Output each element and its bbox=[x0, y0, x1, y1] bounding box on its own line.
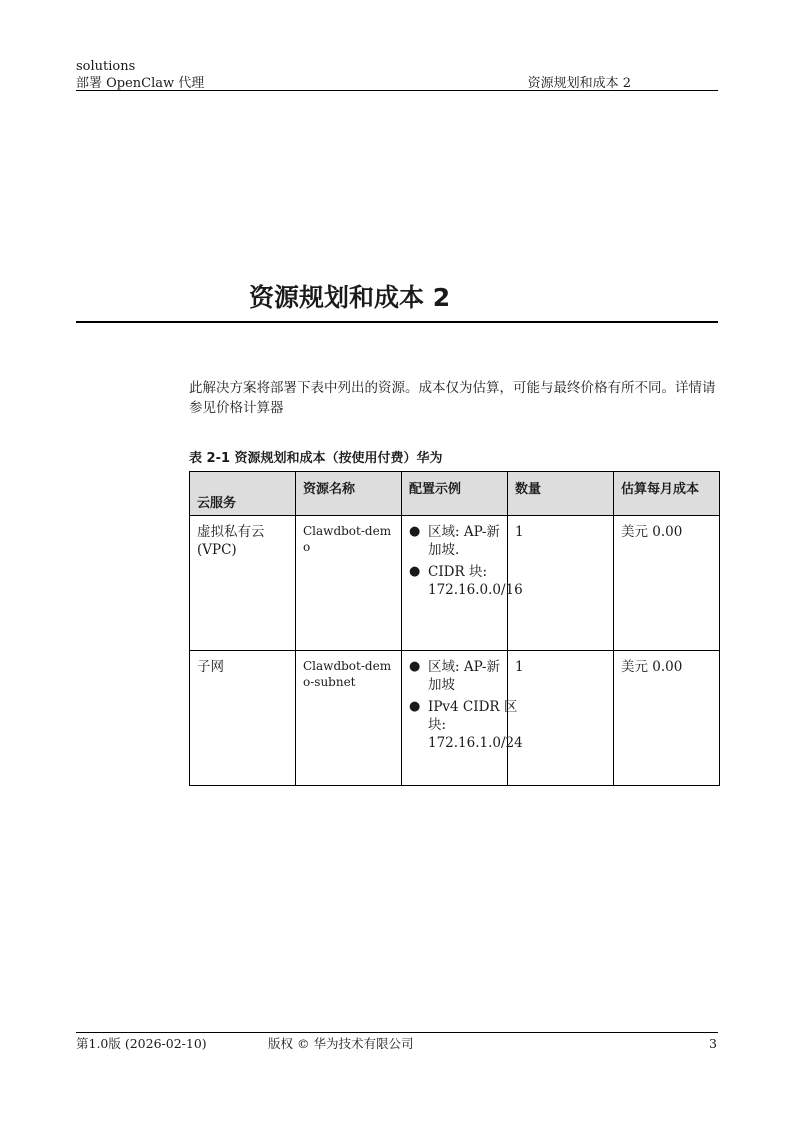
cell-monthly-cost: 美元 0.00 bbox=[614, 516, 720, 651]
col-header-name: 资源名称 bbox=[296, 472, 402, 516]
header-line-1: solutions bbox=[76, 59, 136, 74]
config-item-text: 区域: AP-新加坡 bbox=[428, 659, 500, 693]
chapter-title: 资源规划和成本 2 bbox=[249, 283, 451, 312]
cell-config bbox=[402, 651, 523, 786]
bullet-icon: ● bbox=[409, 659, 421, 674]
cell-service: 虚拟私有云(VPC) bbox=[190, 516, 296, 651]
col-header-service: 云服务 bbox=[190, 472, 296, 516]
footer-divider bbox=[76, 1032, 718, 1033]
bullet-icon: ● bbox=[409, 699, 421, 714]
header-divider bbox=[76, 90, 718, 91]
cell-resource-name: Clawdbot-demo bbox=[296, 516, 402, 651]
cell-service: 子网 bbox=[190, 651, 296, 786]
table-row bbox=[190, 651, 720, 786]
bullet-icon: ● bbox=[409, 564, 421, 579]
intro-paragraph: 此解决方案将部署下表中列出的资源。成本仅为估算，可能与最终价格有所不同。详情请参见价格计算器 bbox=[189, 380, 716, 416]
config-item bbox=[409, 563, 523, 599]
cell-quantity: 1 bbox=[508, 516, 614, 651]
running-header-left bbox=[76, 58, 204, 92]
header-line-2: 部署 OpenClaw 代理 bbox=[76, 76, 205, 91]
cell-monthly-cost: 美元 0.00 bbox=[614, 651, 720, 786]
config-item-text: IPv4 CIDR 区块: 172.16.1.0/24 bbox=[428, 699, 523, 751]
page-number: 3 bbox=[709, 1036, 717, 1051]
footer-copyright: 版权 © 华为技术有限公司 bbox=[268, 1036, 414, 1051]
cell-quantity: 1 bbox=[508, 651, 614, 786]
config-item-text: CIDR 块: 172.16.0.0/16 bbox=[428, 564, 523, 598]
config-item-text: 区域: AP-新加坡. bbox=[428, 524, 500, 558]
table-header-row bbox=[190, 472, 720, 516]
bullet-icon: ● bbox=[409, 524, 421, 539]
col-header-monthly-cost: 估算每月成本 bbox=[614, 472, 720, 516]
config-item bbox=[409, 523, 500, 559]
footer-version: 第1.0版 (2026-02-10) bbox=[76, 1036, 207, 1051]
table-caption: 表 2-1 资源规划和成本（按使用付费）华为 bbox=[189, 451, 443, 466]
col-header-config: 配置示例 bbox=[402, 472, 508, 516]
config-item bbox=[409, 698, 523, 752]
col-header-quantity: 数量 bbox=[508, 472, 614, 516]
cell-resource-name: Clawdbot-demo-subnet bbox=[296, 651, 402, 786]
config-item bbox=[409, 658, 500, 694]
cell-config bbox=[402, 516, 523, 651]
title-divider bbox=[76, 321, 718, 323]
table-row bbox=[190, 516, 720, 651]
running-header-section: 资源规划和成本 2 bbox=[527, 76, 631, 91]
resource-table bbox=[189, 471, 720, 786]
